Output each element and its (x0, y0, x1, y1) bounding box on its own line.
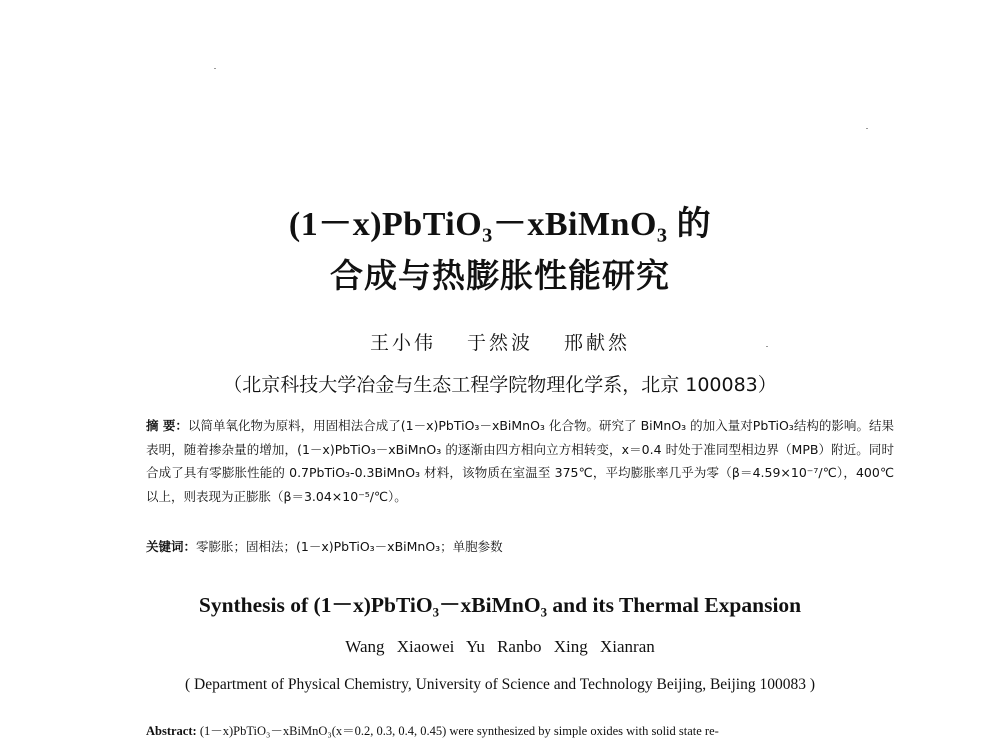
abstract-chinese-text: 以简单氧化物为原料，用固相法合成了(1－x)PbTiO₃－xBiMnO₃ 化合物。研究了 BiMnO₃ 的加入量对PbTiO₃结构的影响。结果表明，随着掺杂量的增加，(1－x)PbTiO₃－xBiMnO₃ 的逐渐由四方相向立方相转变，x＝0.4 时处于准同型相边界（MPB）附近。同时合成了具有零膨胀性能的 0.7PbTiO₃-0.3BiMnO₃ 材料，该物质在室温至 375℃，平均膨胀率几乎为零（β＝4.59×10⁻⁷/℃），400℃ 以上，则表现为正膨胀（β＝3.04×10⁻⁵/℃）。 (146, 418, 894, 504)
title-chinese-line-1: (1－x)PbTiO₃－xBiMnO₃ 的 (288, 206, 712, 243)
authors-english: Wang Xiaowei Yu Ranbo Xing Xianran (345, 637, 655, 656)
abstract-english-text: (1－x)PbTiO₃－xBiMnO₃(x＝0.2, 0.3, 0.4, 0.45) were synthesized by simple oxides with solid state re- (199, 724, 719, 738)
abstract-english-label: Abstract: (146, 724, 197, 738)
affiliation-english: ( Department of Physical Chemistry, University of Science and Technology Beijing, Beijing 100083 ) (185, 676, 815, 693)
authors-chinese: 王小伟 于然波 邢献然 (369, 332, 631, 354)
affiliation-chinese: （北京科技大学冶金与生态工程学院物理化学系，北京 100083） (223, 374, 777, 396)
abstract-english (146, 720, 894, 742)
scan-speck (866, 128, 868, 129)
keywords-chinese-text: 零膨胀；固相法；(1－x)PbTiO₃－xBiMnO₃；单胞参数 (196, 539, 503, 554)
scan-speck (214, 68, 216, 69)
title-chinese-line-2: 合成与热膨胀性能研究 (330, 256, 670, 295)
abstract-chinese-label: 摘 要： (146, 418, 188, 433)
title-english: Synthesis of (1－x)PbTiO₃－xBiMnO₃ and its Thermal Expansion (198, 593, 802, 617)
keywords-chinese (146, 537, 894, 555)
abstract-chinese (146, 414, 894, 508)
keywords-chinese-label: 关键词： (146, 539, 197, 554)
